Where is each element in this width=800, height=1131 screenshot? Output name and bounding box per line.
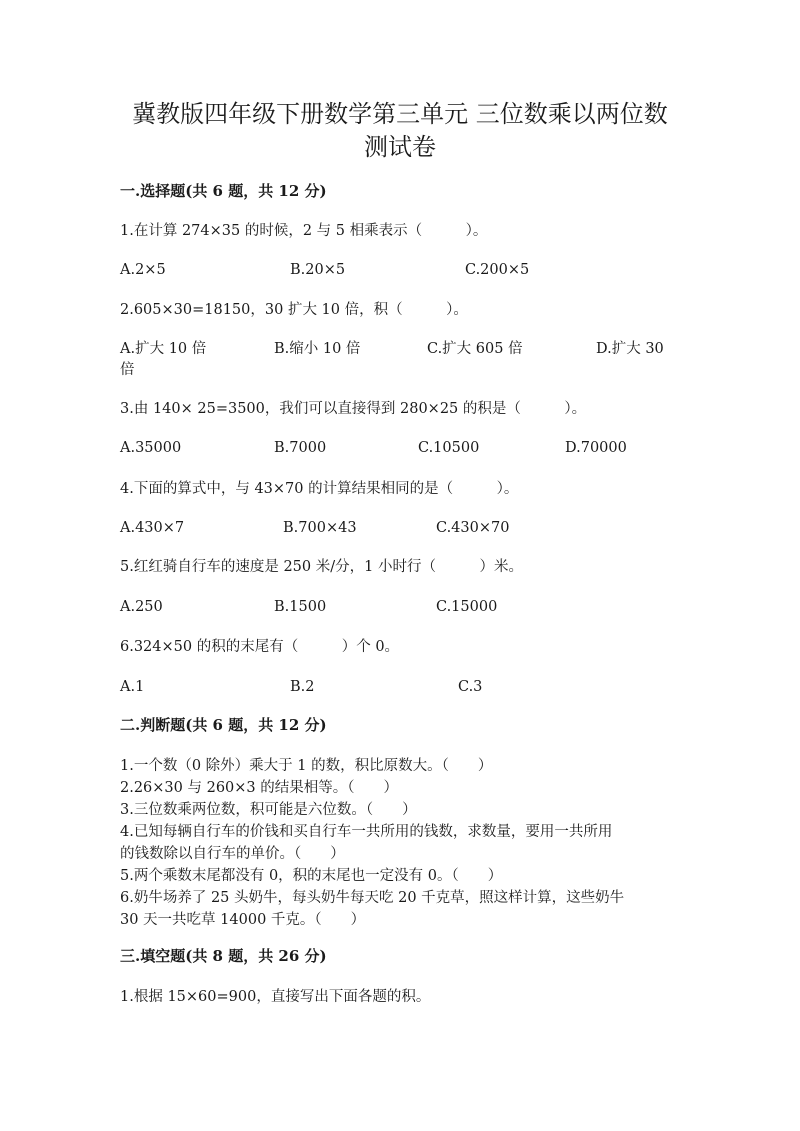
option-c: C.15000 [436,599,498,615]
true-false-item-continued: 30 天一共吃草 14000 千克。（ ） [120,912,366,928]
option-c: C.扩大 605 倍 [427,341,523,357]
option-b: B.1500 [274,599,327,615]
option-a: A.1 [120,679,145,695]
option-b: B.700×43 [283,520,357,536]
option-a: A.250 [120,599,163,615]
option-d: D.扩大 30 [596,341,664,357]
option-a: A.35000 [120,440,182,456]
option-a: A.430×7 [120,520,185,536]
option-b: B.20×5 [290,262,346,278]
option-b: B.2 [290,679,315,695]
true-false-item: 1.一个数（0 除外）乘大于 1 的数，积比原数大。（ ） [120,758,493,774]
section-heading-fill-blank: 三.填空题(共 8 题，共 26 分) [120,947,327,965]
option-a: A.扩大 10 倍 [120,341,207,357]
question-text: 1.根据 15×60=900，直接写出下面各题的积。 [120,989,431,1005]
exam-title-line-1: 冀教版四年级下册数学第三单元 三位数乘以两位数 [132,100,668,128]
true-false-item: 5.两个乘数末尾都没有 0，积的末尾也一定没有 0。（ ） [120,868,503,884]
question-text: 3.由 140× 25=3500，我们可以直接得到 280×25 的积是（ ）。 [120,401,587,417]
question-text: 4.下面的算式中，与 43×70 的计算结果相同的是（ ）。 [120,481,519,497]
option-d-wrap: 倍 [120,362,135,378]
option-a: A.2×5 [120,262,166,278]
question-text: 1.在计算 274×35 的时候，2 与 5 相乘表示（ ）。 [120,223,488,239]
option-d: D.70000 [565,440,627,456]
option-c: C.3 [458,679,483,695]
section-heading-true-false: 二.判断题(共 6 题，共 12 分) [120,716,327,734]
true-false-item: 6.奶牛场养了 25 头奶牛，每头奶牛每天吃 20 千克草，照这样计算，这些奶牛 [120,890,625,906]
question-text: 6.324×50 的积的末尾有（ ）个 0。 [120,639,400,655]
true-false-item-continued: 的钱数除以自行车的单价。（ ） [120,846,345,862]
true-false-item: 2.26×30 与 260×3 的结果相等。（ ） [120,780,399,796]
option-b: B.缩小 10 倍 [274,341,361,357]
true-false-item: 3.三位数乘两位数，积可能是六位数。（ ） [120,802,417,818]
question-text: 2.605×30=18150，30 扩大 10 倍，积（ ）。 [120,302,468,318]
option-c: C.430×70 [436,520,510,536]
section-heading-choice: 一.选择题(共 6 题，共 12 分) [120,182,327,200]
exam-title-line-2: 测试卷 [364,133,436,161]
true-false-item: 4.已知每辆自行车的价钱和买自行车一共所用的钱数，求数量，要用一共所用 [120,824,613,840]
option-c: C.10500 [418,440,480,456]
question-text: 5.红红骑自行车的速度是 250 米/分，1 小时行（ ）米。 [120,559,523,575]
option-c: C.200×5 [465,262,530,278]
option-b: B.7000 [274,440,327,456]
